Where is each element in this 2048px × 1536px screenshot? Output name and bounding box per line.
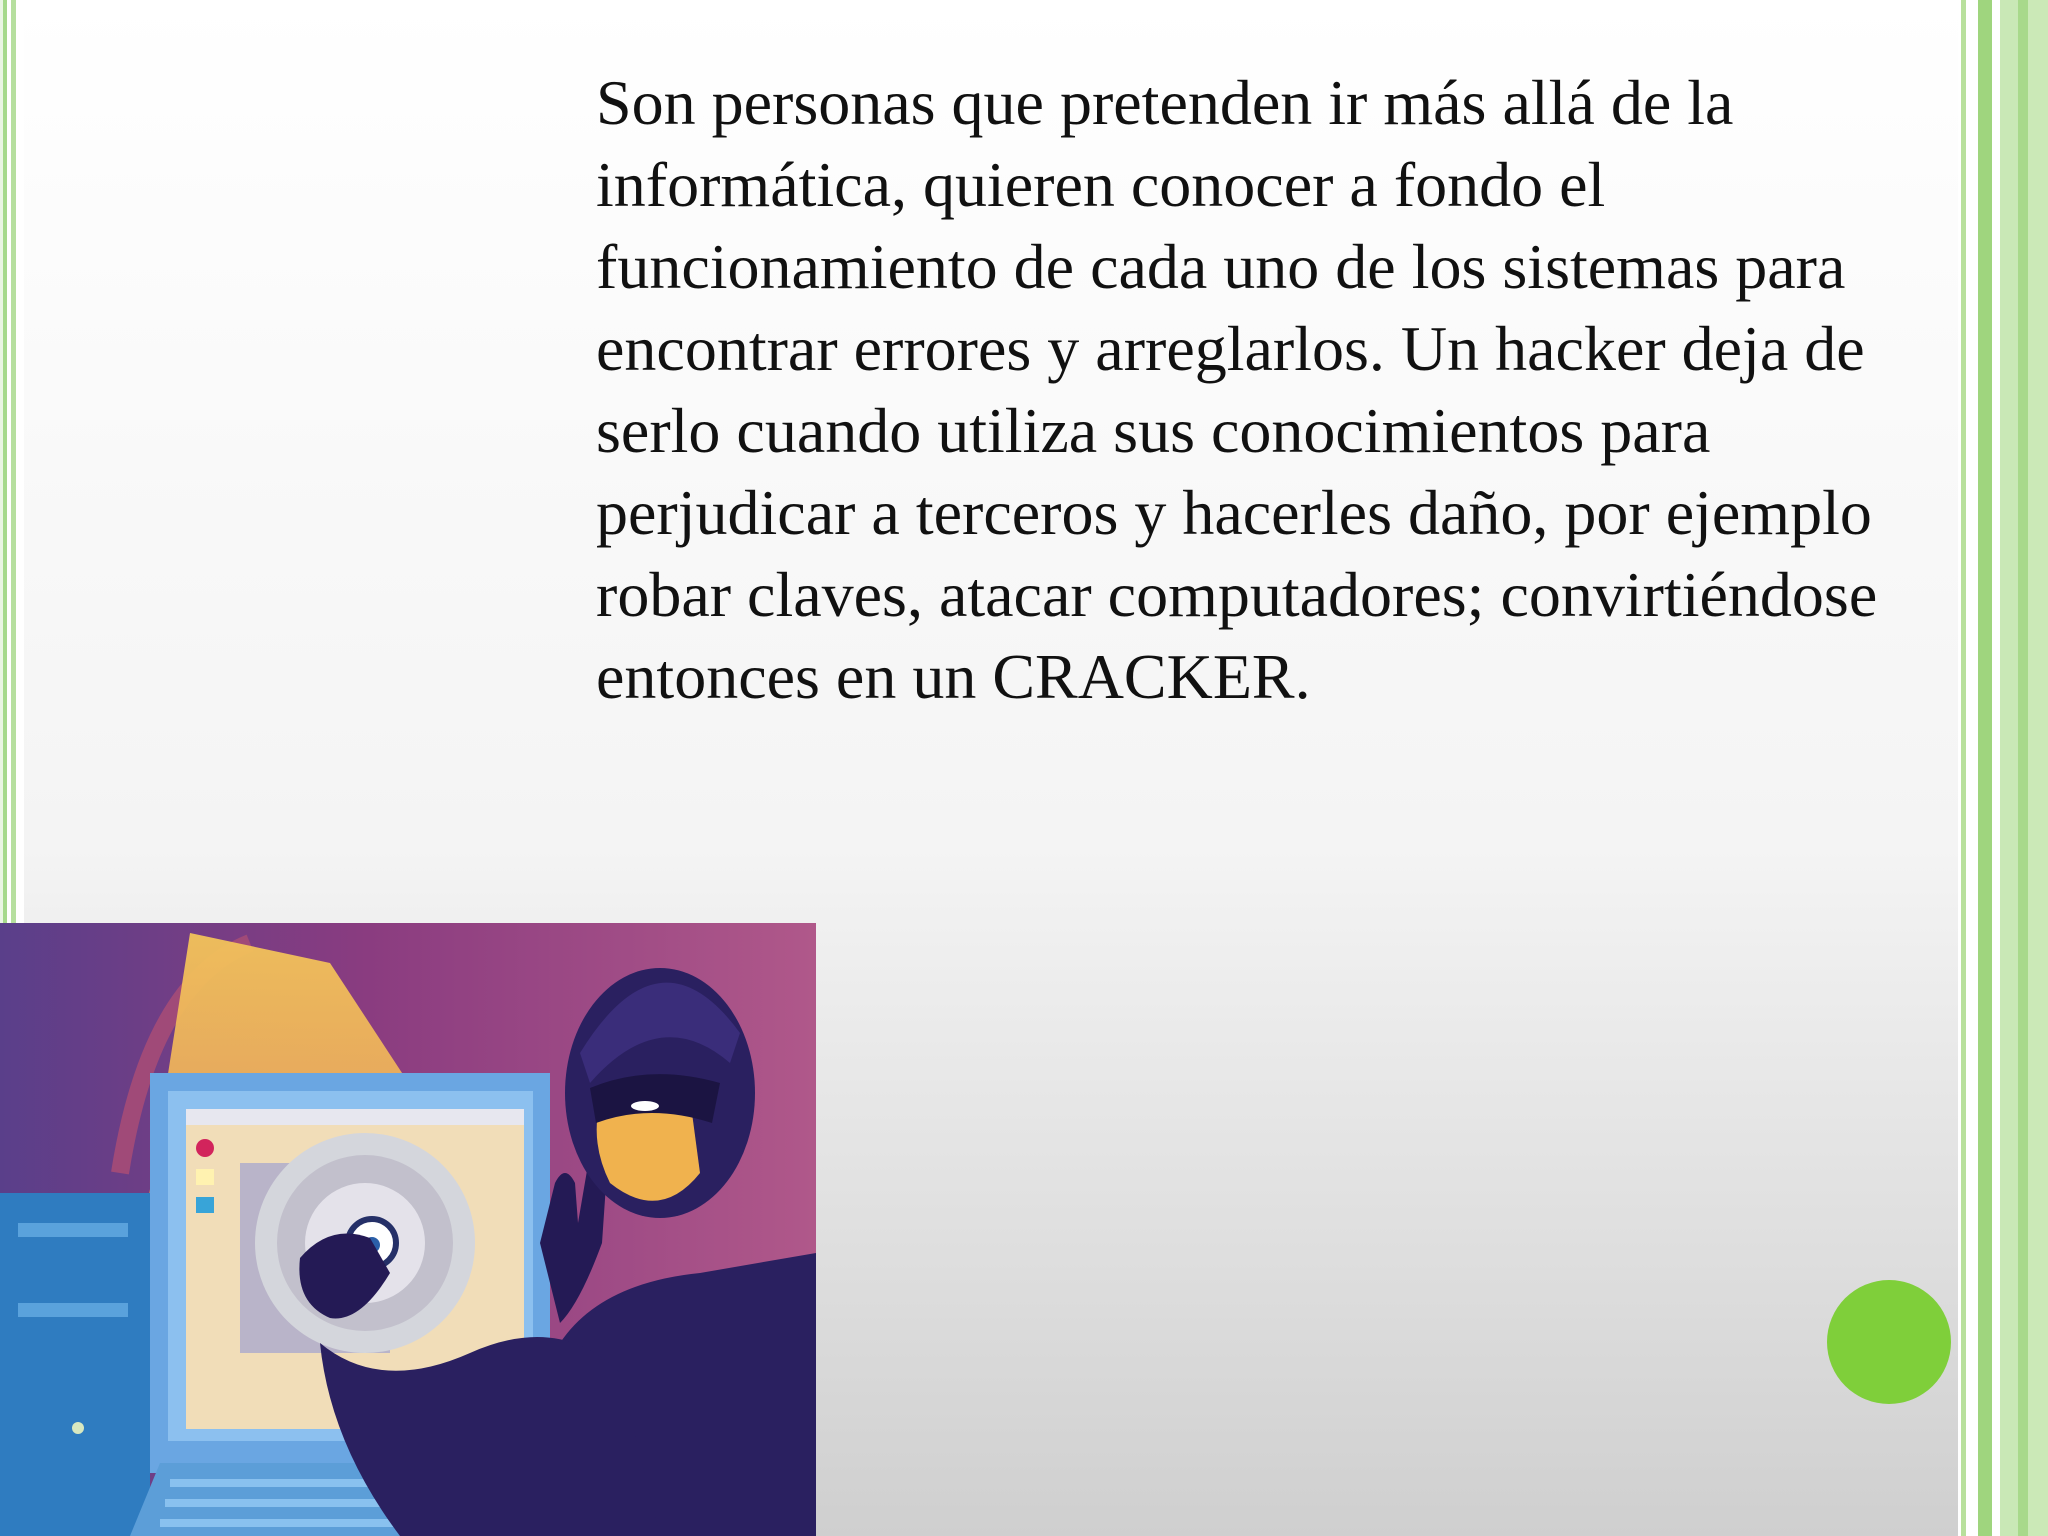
green-dot-icon bbox=[1827, 1280, 1951, 1404]
right-decorative-border bbox=[1958, 0, 2048, 1536]
hacker-illustration-icon bbox=[0, 923, 816, 1536]
body-paragraph: Son personas que pretenden ir más allá de la informática, quieren conocer a fondo el funcionamiento de cada uno de los sistemas para encontrar errores y arreglarlos. Un hacker deja de serlo cuando utiliza sus conocimientos para perjudicar a terceros y hacerles daño, por ejemplo robar claves, atacar computadores; convirtiéndose entonces en un CRACKER. bbox=[596, 67, 1878, 712]
